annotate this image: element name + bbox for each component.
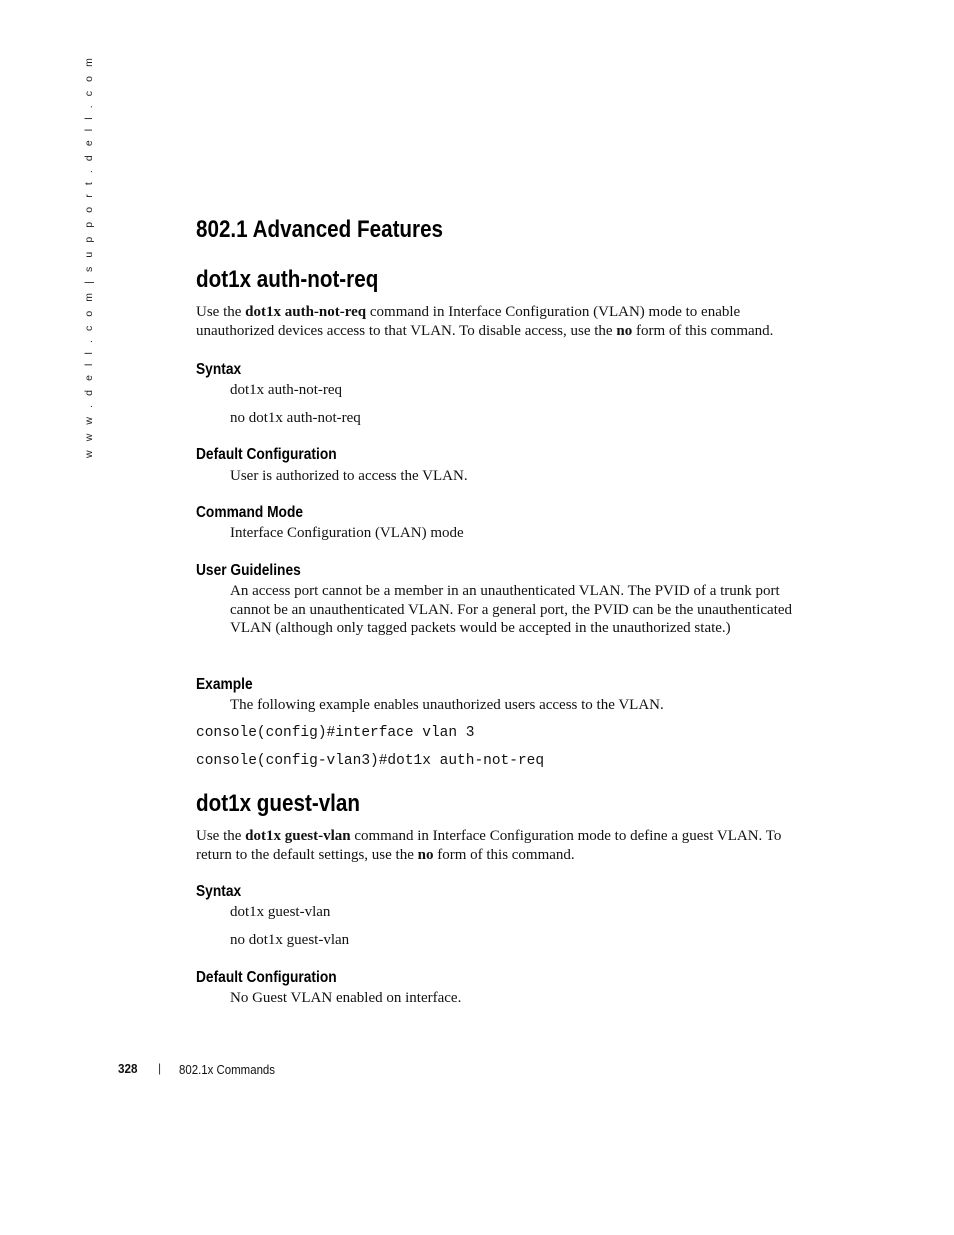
example-heading: Example xyxy=(196,676,253,693)
syntax-line: dot1x guest-vlan xyxy=(230,904,331,920)
chapter-title: 802.1x Commands xyxy=(179,1062,276,1077)
page-number: 328 xyxy=(118,1061,138,1076)
syntax-line: dot1x auth-not-req xyxy=(230,382,343,398)
intro-paragraph-guest-vlan: Use the dot1x guest-vlan command in Interface Configuration mode to define a guest VLAN. To return to the default settings, use the no form of this command. xyxy=(196,828,782,863)
intro-paragraph-auth-not-req: Use the dot1x auth-not-req command in Interface Configuration (VLAN) mode to enable unauthorized devices access to that VLAN. To disable access, use the no form of this command. xyxy=(196,304,774,339)
user-guidelines-heading: User Guidelines xyxy=(196,562,301,579)
example-text: The following example enables unauthorized users access to the VLAN. xyxy=(230,697,664,713)
command-mode-text: Interface Configuration (VLAN) mode xyxy=(230,525,464,541)
command-title-guest-vlan: dot1x guest-vlan xyxy=(196,790,361,817)
no-keyword-inline: no xyxy=(616,323,633,339)
syntax-heading: Syntax xyxy=(196,883,242,900)
sidebar-url: w w w . d e l l . c o m | s u p p o r t . d e l l . c o m xyxy=(83,55,95,458)
default-config-heading: Default Configuration xyxy=(196,446,337,463)
default-config-text: No Guest VLAN enabled on interface. xyxy=(230,990,462,1006)
command-name-inline: dot1x guest-vlan xyxy=(245,828,351,844)
command-title-auth-not-req: dot1x auth-not-req xyxy=(196,266,379,293)
user-guidelines-text: An access port cannot be a member in an unauthenticated VLAN. The PVID of a trunk port cannot be an unauthenticated VLAN. For a general port, the PVID can be the unauthenticated VLAN (although only tagged packets would be accepted in the unauthorized state.) xyxy=(230,583,793,637)
syntax-line: no dot1x auth-not-req xyxy=(230,410,361,426)
command-name-inline: dot1x auth-not-req xyxy=(245,304,367,320)
code-line: console(config)#interface vlan 3 xyxy=(196,725,475,741)
default-config-text: User is authorized to access the VLAN. xyxy=(230,468,468,484)
footer-separator: | xyxy=(158,1061,162,1075)
section-title: 802.1 Advanced Features xyxy=(196,216,444,243)
default-config-heading: Default Configuration xyxy=(196,969,337,986)
command-mode-heading: Command Mode xyxy=(196,504,304,521)
code-line: console(config-vlan3)#dot1x auth-not-req xyxy=(196,753,545,769)
syntax-heading: Syntax xyxy=(196,361,242,378)
syntax-line: no dot1x guest-vlan xyxy=(230,932,350,948)
no-keyword-inline: no xyxy=(417,847,434,863)
